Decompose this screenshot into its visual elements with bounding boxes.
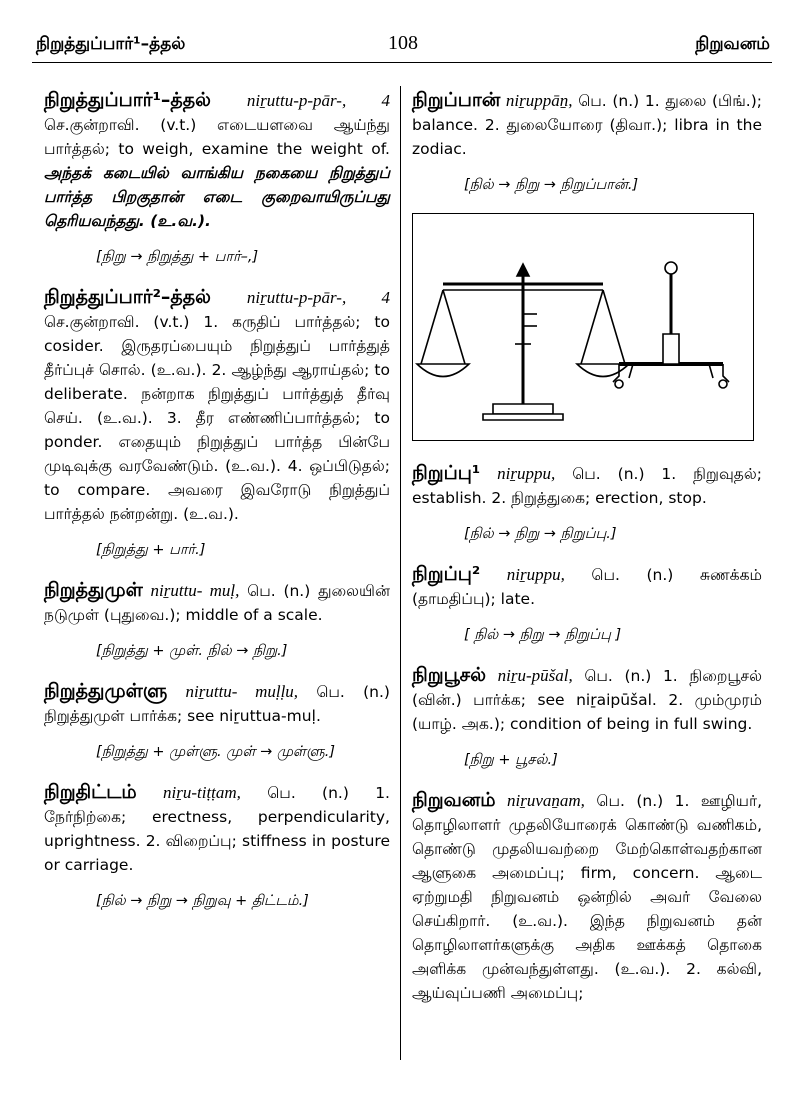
romanization: niṟuttu- muḷḷu, — [185, 682, 299, 701]
entry-niruttuppar-2 — [44, 285, 390, 526]
definition: பெ. (n.) நிறுத்துமுள் பார்க்க; see niṟuttua-muḷ. — [44, 683, 390, 725]
headword: நிறுபூசல் — [412, 664, 486, 686]
entry-niruvanam — [412, 788, 762, 1005]
romanization: niṟuttu-p-pār-, 4 — [246, 288, 390, 307]
headword: நிறுப்பு² — [412, 563, 481, 585]
entry-nirutittam — [44, 780, 390, 877]
definition: செ.குன்றாவி. (v.t.) 1. கருதிப் பார்த்தல்; to cosider. இருதரப்பையும் நிறுத்துப் பார்த்துத் தீர்ப்புச் சொல். (உ.வ.). 2. ஆழ்ந்து ஆராய்தல்; to deliberate. நன்றாக நிறுத்துப் பார்த்துத் தீர்வு செய். (உ.வ.). 3. தீர எண்ணிப்பார்த்தல்; to ponder. எதையும் நிறுத்துப் பார்த்த பின்பே முடிவுக்கு வரவேண்டும். (உ.வ.). 4. ஒப்பிடுதல்; to compare. அவரை இவரோடு நிறுத்துப் பார்த்தல் நன்றன்று. (உ.வ.). — [44, 313, 390, 523]
romanization: niṟuppu, — [497, 464, 556, 483]
etymology: [நிறுத்து + பார்.] — [96, 542, 206, 558]
etymology: [நில் → நிறு → நிறுப்பான்.] — [464, 177, 639, 193]
entry-nirupusal — [412, 663, 762, 736]
headword: நிறுப்பு¹ — [412, 462, 481, 484]
definition: பெ. (n.) 1. நேர்நிற்கை; erectness, perpendicularity, uprightness. 2. விறைப்பு; stiffness in posture or carriage. — [44, 784, 390, 874]
etymology: [நிறு + பூசல்.] — [464, 752, 558, 768]
definition: பெ. (n.) 1. நிறுவுதல்; establish. 2. நிறுத்துகை; erection, stop. — [412, 465, 762, 507]
definition: பெ. (n.) சுணக்கம் (தாமதிப்பு); late. — [412, 566, 762, 608]
etymology: [நில் → நிறு → நிறுப்பு.] — [464, 526, 617, 542]
right-column — [412, 88, 762, 1015]
romanization: niṟuppāṉ, — [505, 91, 573, 110]
definition: பெ. (n.) 1. துலை (பிங்.); balance. 2. துலையோரை (திவா.); libra in the zodiac. — [412, 92, 762, 158]
headword: நிறுத்துமுள் — [44, 579, 143, 601]
balance-scale-drawing — [413, 214, 753, 440]
romanization: niṟuvaṉam, — [506, 791, 585, 810]
headword: நிறுப்பான் — [412, 89, 501, 111]
definition: செ.குன்றாவி. (v.t.) எடையளவை ஆய்ந்து பார்த்தல்; to weigh, examine the weight of. — [44, 116, 390, 158]
entry-niruppu-2 — [412, 562, 762, 611]
entry-niruppu-1 — [412, 461, 762, 510]
romanization: niṟuttu- muḷ, — [150, 581, 240, 600]
running-head — [36, 34, 770, 60]
definition: பெ. (n.) 1. நிறைபூசல் (வின்.) பார்க்க; see niṟaipūšal. 2. மும்முரம் (யாழ். அக.); condition of being in full swing. — [412, 667, 762, 733]
entry-niruttumullu — [44, 679, 390, 728]
page-number: 108 — [388, 32, 418, 54]
entry-niruttumul — [44, 578, 390, 627]
etymology: [நில் → நிறு → நிறுவு + திட்டம்.] — [96, 893, 309, 909]
etymology: [நிறு → நிறுத்து + பார்–,] — [96, 249, 259, 265]
left-column — [44, 88, 390, 929]
column-divider — [400, 86, 401, 1060]
header-rule — [32, 62, 772, 63]
definition: பெ. (n.) 1. ஊழியர், தொழிலாளர் முதலியோரைக் கொண்டு வணிகம், தொண்டு முதலியவற்றை மேற்கொள்வதற்கான ஆளுகை அமைப்பு; firm, concern. ஆடை ஏற்றுமதி நிறுவனம் ஒன்றில் அவர் வேலை செய்கிறார். (உ.வ.). இந்த நிறுவனம் தன் தொழிலாளர்களுக்கு அதிக ஊக்கத் தொகை அளிக்க முன்வந்துள்ளது. (உ.வ.). 2. கல்வி, ஆய்வுப்பணி அமைப்பு; — [412, 792, 762, 1002]
balance-scale-illustration — [412, 213, 754, 441]
entry-niruttuppar-1 — [44, 88, 390, 233]
etymology: [நிறுத்து + முள். நில் → நிறு.] — [96, 643, 288, 659]
headword: நிறுத்துமுள்ளு — [44, 680, 168, 702]
running-head-right: நிறுவனம் — [695, 34, 770, 54]
headword: நிறுதிட்டம் — [44, 781, 137, 803]
headword: நிறுத்துப்பார்²–த்தல் — [44, 286, 211, 308]
headword: நிறுத்துப்பார்¹–த்தல் — [44, 89, 211, 111]
definition: பெ. (n.) துலையின் நடுமுள் (புதுவை.); middle of a scale. — [44, 582, 390, 624]
etymology: [ நில் → நிறு → நிறுப்பு ] — [464, 627, 622, 643]
romanization: niṟu-tiṭṭam, — [163, 783, 241, 802]
romanization: niṟu-pūšal, — [497, 666, 573, 685]
etymology: [நிறுத்து + முள்ளு. முள் → முள்ளு.] — [96, 744, 335, 760]
entry-niruppan — [412, 88, 762, 161]
running-head-left: நிறுத்துப்பார்¹–த்தல் — [36, 34, 186, 54]
romanization: niṟuppu, — [506, 565, 565, 584]
headword: நிறுவனம் — [412, 789, 496, 811]
usage-example: அந்தக் கடையில் வாங்கிய நகையை நிறுத்துப் பார்த்த பிறகுதான் எடை குறைவாயிருப்பது தெரியவந்தது. (உ.வ.). — [44, 164, 390, 230]
romanization: niṟuttu-p-pār-, 4 — [246, 91, 390, 110]
